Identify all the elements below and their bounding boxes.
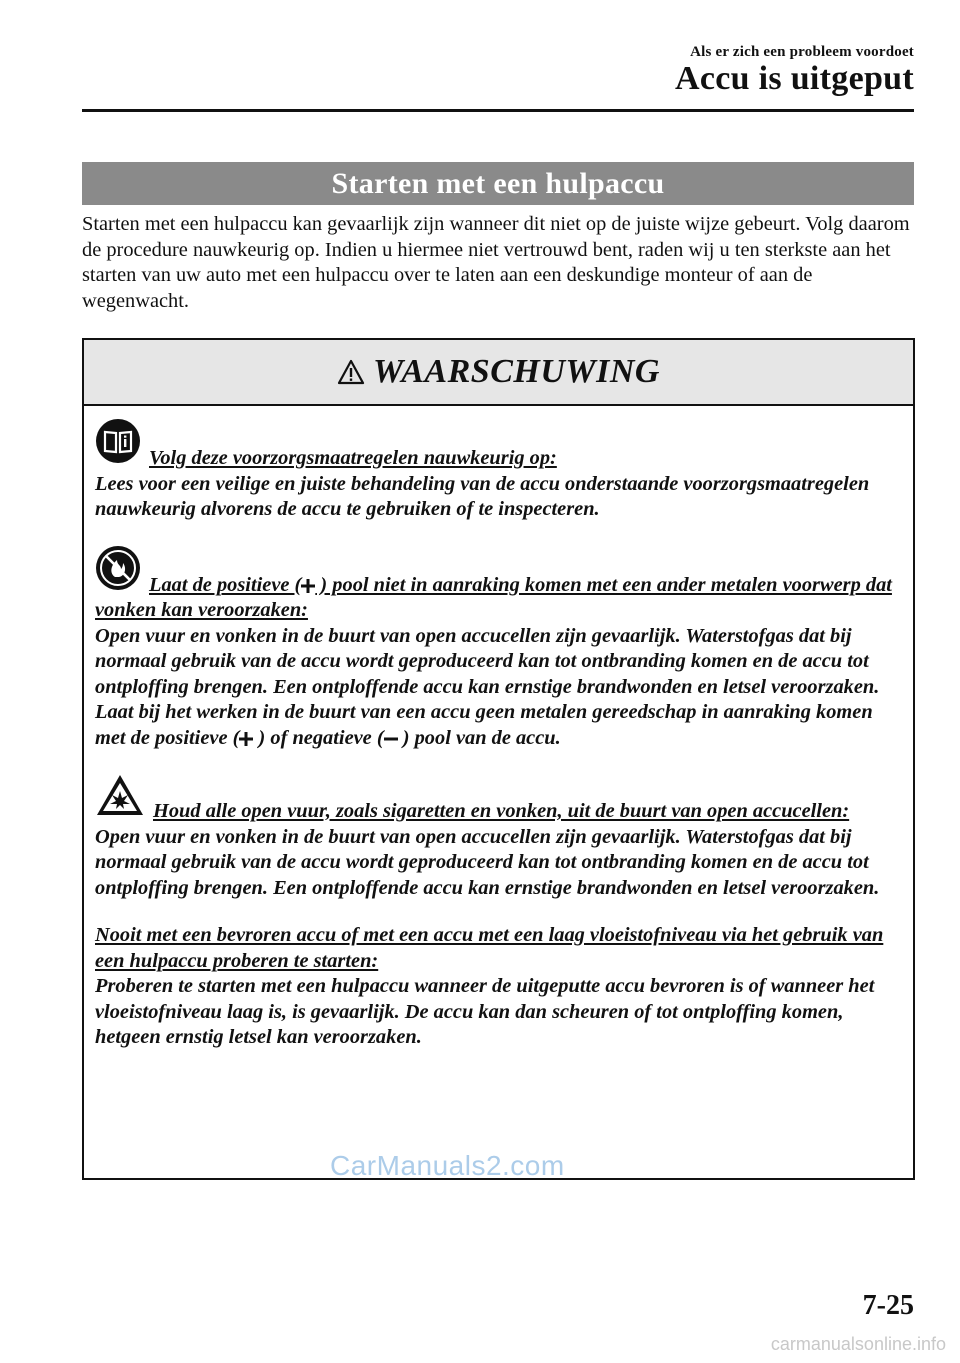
warning-triangle-icon bbox=[337, 359, 365, 385]
warning-title: WAARSCHUWING bbox=[373, 353, 660, 390]
manual-info-icon bbox=[95, 418, 141, 464]
item-title: Laat de positieve ( ) pool niet in aanraking komen met een ander metalen voorwerp dat vonken kan veroorzaken: bbox=[95, 545, 899, 624]
chapter-title: Als er zich een probleem voordoet bbox=[690, 44, 914, 60]
warning-header bbox=[84, 340, 913, 406]
warning-box bbox=[82, 338, 915, 1180]
item-text: Open vuur en vonken in de buurt van open accucellen zijn gevaarlijk. Waterstofgas dat bij normaal gebruik van de accu wordt geproduceerd kan tot ontbranding komen en de accu tot ontploffing brengen. Een ontploffende accu kan ernstige brandwonden en letsel veroorzaken. bbox=[95, 825, 880, 899]
item-title: Volg deze voorzorgsmaatregelen nauwkeurig op: bbox=[95, 418, 899, 472]
watermark: CarManuals2.com bbox=[330, 1150, 565, 1181]
page-title: Accu is uitgeput bbox=[674, 60, 914, 97]
section-heading: Starten met een hulpaccu bbox=[82, 162, 914, 205]
explosion-warning-icon bbox=[95, 773, 145, 817]
item-text: Proberen te starten met een hulpaccu wanneer de uitgeputte accu bevroren is of wanneer het vloeistofniveau laag is, is gevaarlijk. De accu kan dan scheuren of tot ontploffing komen, hetgeen ernstig letsel kan veroorzaken. bbox=[95, 975, 875, 1048]
warning-item bbox=[95, 923, 899, 1051]
warning-item bbox=[95, 418, 899, 523]
footer-site-watermark: carmanualsonline.info bbox=[770, 1334, 946, 1354]
intro-paragraph: Starten met een hulpaccu kan gevaarlijk zijn wanneer dit niet op de juiste wijze gebeurt. Volg daarom de procedure nauwkeurig op. Indien u hiermee niet vertrouwd bent, raden wij u ten sterkste aan het starten van uw auto met een hulpaccu over te laten aan een deskundige monteur of aan de wegenwacht. bbox=[82, 213, 910, 312]
warning-item bbox=[95, 773, 899, 901]
warning-body bbox=[84, 406, 913, 1051]
page-number: 7-25 bbox=[862, 1290, 914, 1321]
plus-symbol bbox=[301, 579, 315, 593]
item-text: Open vuur en vonken in de buurt van open accucellen zijn gevaarlijk. Waterstofgas dat bij normaal gebruik van de accu wordt geproduceerd kan tot ontbranding komen en de accu tot ontploffing brengen. Een ontploffende accu kan ernstige brandwonden en letsel veroorzaken. Laat bij het werken in de buurt van een accu geen metalen gereedschap in aanraking komen met de positieve ( ) of negatieve ( ) pool van de accu. bbox=[95, 624, 880, 749]
item-title: Nooit met een bevroren accu of met een accu met een laag vloeistofniveau via het gebruik van een hulpaccu proberen te starten: bbox=[95, 924, 884, 972]
item-title: Houd alle open vuur, zoals sigaretten en vonken, uit de buurt van open accucellen: bbox=[95, 773, 899, 825]
header-divider bbox=[82, 109, 914, 112]
no-fire-icon bbox=[95, 545, 141, 591]
minus-symbol bbox=[384, 732, 398, 746]
item-text: Lees voor een veilige en juiste behandeling van de accu onderstaande voorzorgsmaatregelen nauwkeurig alvorens de accu te gebruiken of te inspecteren. bbox=[95, 472, 870, 520]
plus-symbol bbox=[239, 732, 253, 746]
warning-item bbox=[95, 545, 899, 752]
